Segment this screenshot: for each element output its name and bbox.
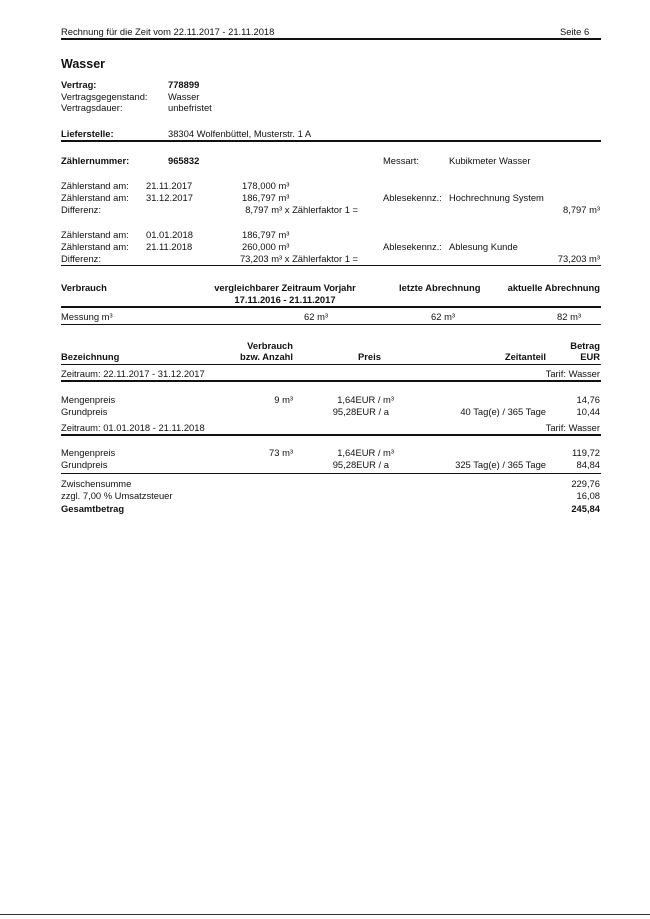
page-bottom-edge [0,914,650,915]
meter-reading-date: 01.01.2018 [146,229,193,240]
line-item-price: 95,28EUR / a [332,459,389,470]
billing-header-divider [61,364,601,365]
previous-year-header: vergleichbarer Zeitraum Vorjahr [214,282,356,293]
line-item-name: Grundpreis [61,406,108,417]
consumption-header: Verbrauch [61,282,107,293]
period-divider [61,434,601,436]
subtotal-divider [61,473,601,474]
meter-reading-value: 186,797 m³ [242,229,290,240]
reading-code-label: Ablesekennz.: [383,192,442,203]
meter-reading-label: Zählerstand am: [61,241,129,252]
column-time-share: Zeitanteil [504,351,546,362]
grand-total-label: Gesamtbetrag [61,503,125,514]
column-amount-line1: Betrag [570,340,600,351]
tariff-name: Tarif: Wasser [545,368,600,379]
delivery-point-address: 38304 Wolfenbüttel, Musterstr. 1 A [168,128,312,139]
reading-code-value: Hochrechnung System [449,192,544,203]
period-range: Zeitraum: 22.11.2017 - 31.12.2017 [61,368,205,379]
header-divider [61,38,601,40]
current-billing-header: aktuelle Abrechnung [507,282,600,293]
meter-reading-value: 260,000 m³ [242,241,290,252]
line-item-total: 10,44 [576,406,600,417]
column-amount-line2: EUR [580,351,600,362]
difference-result: 8,797 m³ [563,204,600,215]
meter-reading-date: 21.11.2018 [146,241,193,252]
contract-label: Vertrag: [61,79,97,90]
line-item-name: Mengenpreis [61,394,116,405]
reading-code-label: Ablesekennz.: [383,241,442,252]
meter-reading-label: Zählerstand am: [61,180,129,191]
contract-duration-value: unbefristet [168,102,212,113]
previous-year-dates: 17.11.2016 - 21.11.2017 [234,294,336,305]
line-item-total: 14,76 [576,394,600,405]
line-item-price: 95,28EUR / a [332,406,389,417]
contract-subject-value: Wasser [168,91,200,102]
difference-result: 73,203 m³ [557,253,600,264]
meter-reading-value: 186,797 m³ [242,192,290,203]
period-range: Zeitraum: 01.01.2018 - 21.11.2018 [61,422,205,433]
tariff-name: Tarif: Wasser [545,422,600,433]
line-item-total: 84,84 [576,459,600,470]
delivery-point-label: Lieferstelle: [61,128,114,139]
line-item-time-share: 40 Tag(e) / 365 Tage [460,406,546,417]
meter-reading-label: Zählerstand am: [61,192,129,203]
vat-label: zzgl. 7,00 % Umsatzsteuer [61,490,173,501]
measurement-type-label: Messart: [383,155,419,166]
last-billing-value: 62 m³ [431,311,455,322]
line-item-total: 119,72 [572,447,600,458]
contract-number: 778899 [168,79,200,90]
meter-number-label: Zählernummer: [61,155,130,166]
period-divider [61,380,601,382]
grand-total-value: 245,84 [571,503,600,514]
contract-duration-label: Vertragsdauer: [61,102,123,113]
column-consumption-line1: Verbrauch [247,340,293,351]
current-billing-value: 82 m³ [557,311,581,322]
section-title: Wasser [61,57,106,71]
difference-calculation: 8,797 m³ x Zählerfaktor 1 = [245,204,358,215]
delivery-divider [61,140,601,142]
difference-label: Differenz: [61,253,101,264]
measurement-row-label: Messung m³ [61,311,113,322]
consumption-divider [61,324,601,325]
reading-code-value: Ablesung Kunde [449,241,518,252]
difference-label: Differenz: [61,204,101,215]
line-item-amount: 9 m³ [274,394,293,405]
line-item-amount: 73 m³ [269,447,293,458]
meter-divider [61,265,601,266]
vat-value: 16,08 [576,490,600,501]
line-item-price: 1,64EUR / m³ [337,394,394,405]
page-number: Seite 6 [560,26,590,37]
contract-subject-label: Vertragsgegenstand: [61,91,148,102]
meter-reading-date: 21.11.2017 [146,180,193,191]
line-item-name: Grundpreis [61,459,108,470]
column-description: Bezeichnung [61,351,120,362]
meter-reading-value: 178,000 m³ [242,180,290,191]
meter-reading-date: 31.12.2017 [146,192,193,203]
column-price: Preis [358,351,381,362]
measurement-type-value: Kubikmeter Wasser [449,155,531,166]
meter-reading-label: Zählerstand am: [61,229,129,240]
line-item-time-share: 325 Tag(e) / 365 Tage [455,459,546,470]
line-item-price: 1,64EUR / m³ [337,447,394,458]
line-item-name: Mengenpreis [61,447,116,458]
invoice-period-title: Rechnung für die Zeit vom 22.11.2017 - 21.11.2018 [61,26,275,37]
consumption-header-divider [61,306,601,308]
previous-year-value: 62 m³ [304,311,328,322]
last-billing-header: letzte Abrechnung [399,282,481,293]
meter-number: 965832 [168,155,200,166]
difference-calculation: 73,203 m³ x Zählerfaktor 1 = [239,253,358,264]
subtotal-value: 229,76 [571,478,600,489]
column-consumption-line2: bzw. Anzahl [240,351,293,362]
subtotal-label: Zwischensumme [61,478,132,489]
